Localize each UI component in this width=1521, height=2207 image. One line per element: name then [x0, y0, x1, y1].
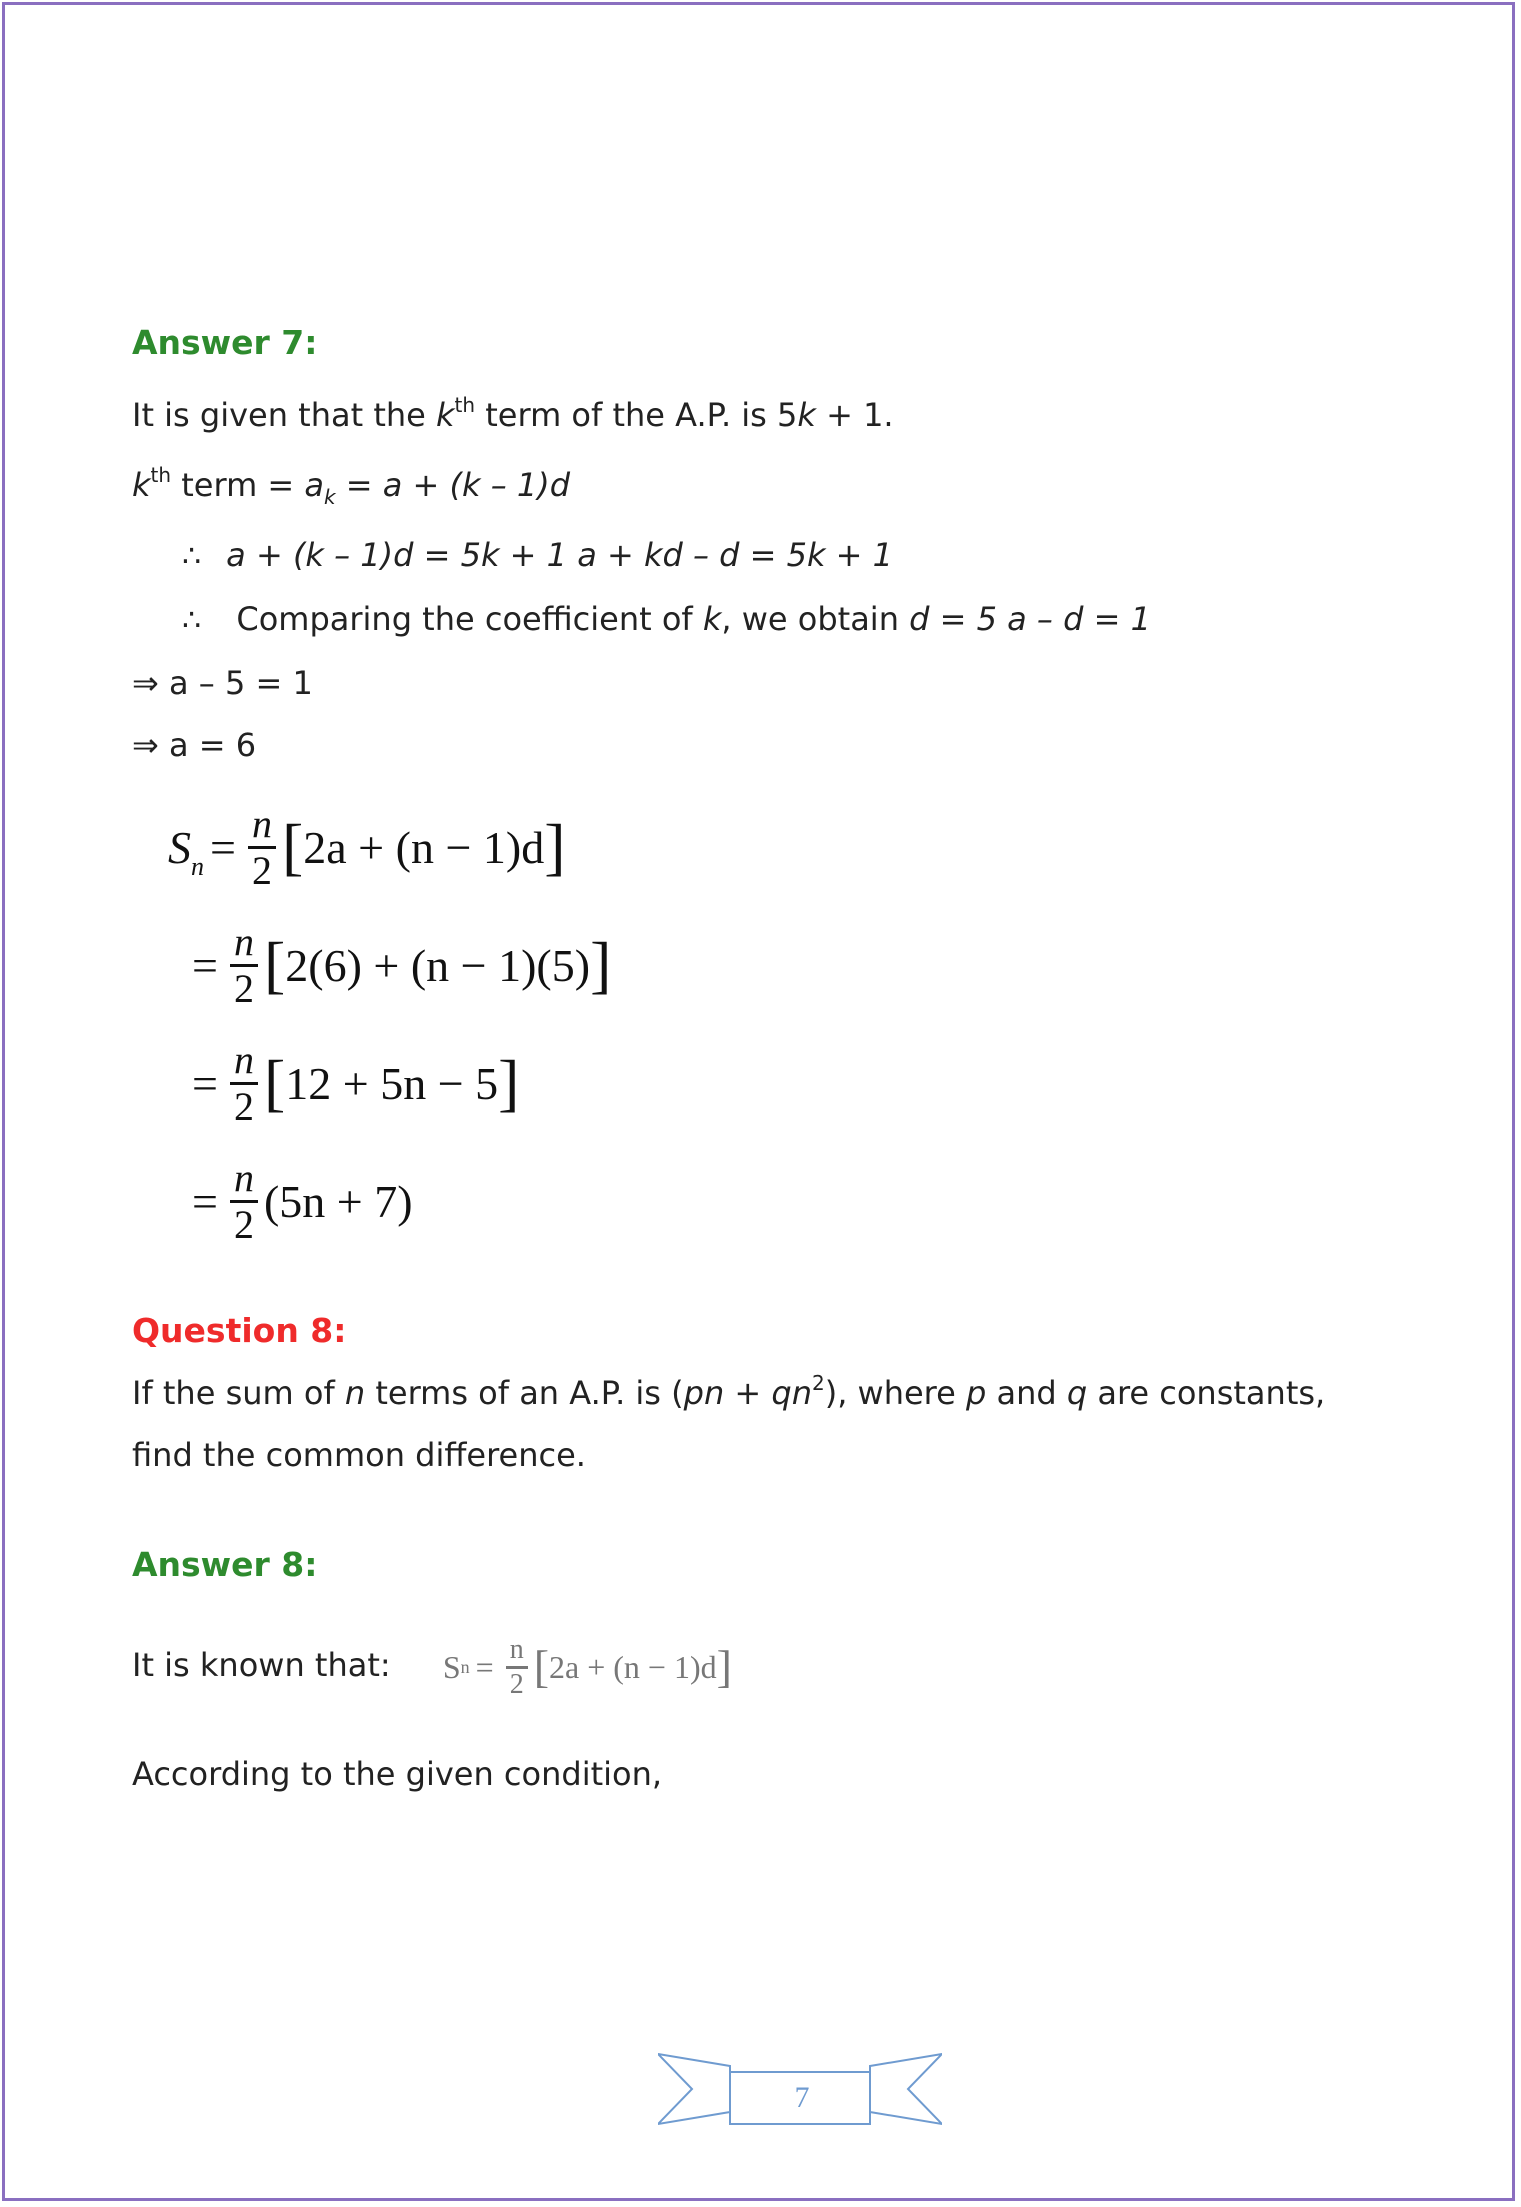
answer-7-line-2: $k^{th}$ term = $a_k = a + (k - 1)d$ [132, 463, 571, 509]
answer-7-line-6: ⇒ a = 6 [132, 726, 257, 764]
sum-derivation [132, 788, 1452, 1260]
sum-formula: S n = $\frac{n}{2}$ [ 2a + (n − 1)d ] [442, 1633, 732, 1700]
derivation-step-1: $S_n$ = $\frac{n}{2}$ [ 2a + (n − 1)d ] [168, 800, 566, 893]
therefore-icon: ∴ [182, 539, 202, 574]
answer-7-heading: Answer 7: [132, 323, 318, 362]
page-number: 7 [794, 2081, 810, 2114]
question-8-heading: Question 8: [132, 1311, 347, 1350]
answer-8-heading: Answer 8: [132, 1545, 318, 1584]
answer-7-line-4: ∴ Comparing the coefficient of k, we obtain d = 5 a – d = 1 [132, 588, 1452, 652]
question-8-text: If the sum of n terms of an A.P. is $(pn + qn^2)$, where p and q are constants, [132, 1371, 1326, 1412]
page-content [132, 318, 1452, 1805]
derivation-step-2: = $\frac{n}{2}$ [ 2(6) + (n − 1)(5) ] [192, 918, 612, 1011]
therefore-icon: ∴ [182, 603, 202, 638]
derivation-step-3: = $\frac{n}{2}$ [ 12 + 5n − 5 ] [192, 1036, 520, 1129]
answer-7-line-1: It is given that the $k^{th}$ term of the A.P. is 5k + 1. [132, 393, 894, 434]
answer-8-known: It is known that: S n = $\frac{n}{2}$ [ 2a + (n − 1)d ] [132, 1633, 732, 1700]
answer-8-condition: According to the given condition, [132, 1754, 663, 1793]
answer-7-line-5: ⇒ a – 5 = 1 [132, 664, 313, 702]
question-8-text-line-2: find the common difference. [132, 1436, 586, 1474]
derivation-step-4: = $\frac{n}{2}$ (5n + 7) [192, 1154, 413, 1247]
answer-7-line-3: ∴ a + (k – 1)d = 5k + 1 a + kd – d = 5k + 1 [132, 524, 1452, 588]
